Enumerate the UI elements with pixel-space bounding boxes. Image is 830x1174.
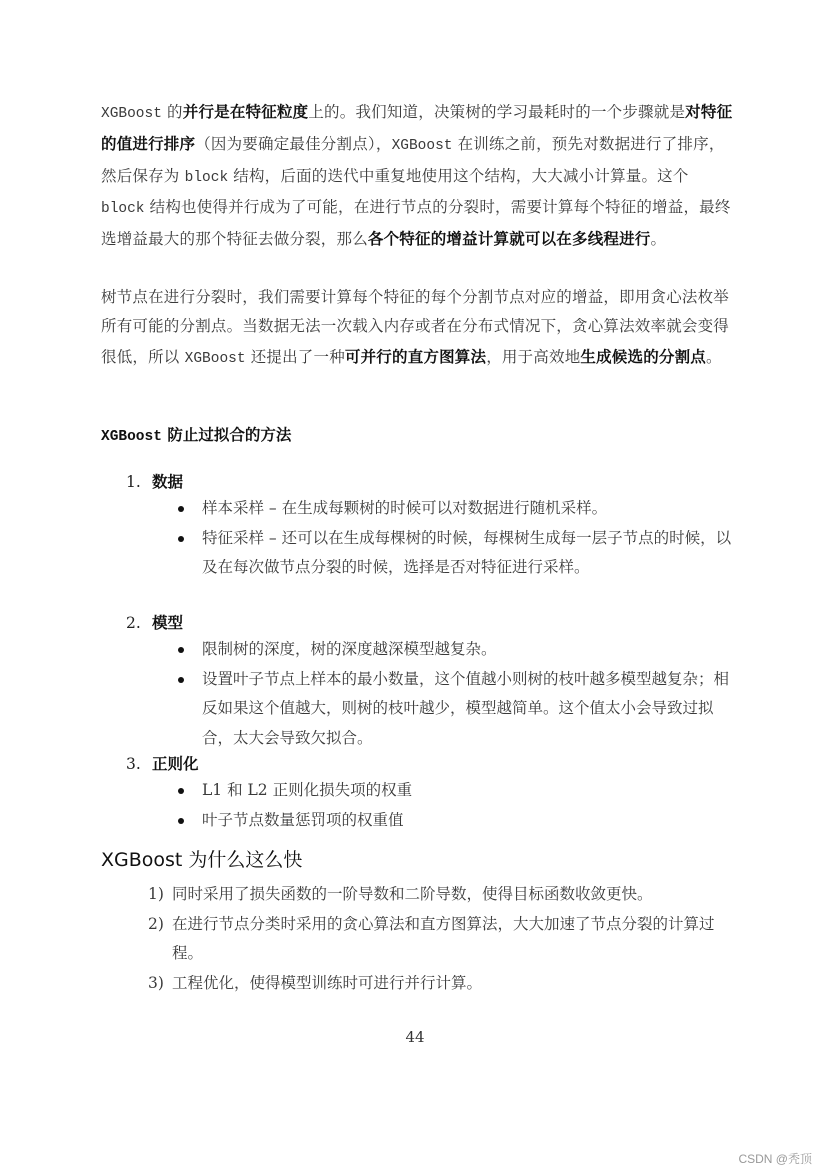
speed-reasons-list bbox=[148, 880, 738, 998]
text-segment: 在训练之前，预先对数据进行了排序，然后保存为 bbox=[101, 135, 725, 185]
text-segment: block bbox=[101, 200, 145, 217]
paragraph-parallelism bbox=[101, 97, 736, 254]
bold-segment: 可并行的直方图算法 bbox=[344, 346, 487, 366]
bullet-dot-icon bbox=[178, 818, 184, 824]
bullet-dot-icon bbox=[178, 677, 184, 683]
bullet-text: 限制树的深度，树的深度越深模型越复杂。 bbox=[202, 640, 497, 658]
text-segment: block bbox=[184, 169, 229, 186]
text-segment: XGBoost bbox=[101, 106, 162, 122]
bullet-dot-icon bbox=[178, 647, 184, 653]
numbered-item bbox=[148, 969, 738, 999]
bold-segment: 对特征的值进行排序 bbox=[101, 102, 733, 154]
page-number: 44 bbox=[405, 1028, 425, 1046]
list-title-text: 模型 bbox=[152, 613, 184, 632]
bullet-list-model bbox=[178, 635, 738, 753]
paragraph-histogram bbox=[101, 283, 736, 374]
numbered-item bbox=[148, 910, 738, 969]
bullet-text: L1 和 L2 正则化损失项的权重 bbox=[202, 781, 413, 799]
bullet-item bbox=[178, 635, 738, 665]
watermark: CSDN @秃顶 bbox=[738, 1152, 812, 1166]
text-segment: 树节点在进行分裂时，我们需要计算每个特征的每个分割节点对应的增益，即用贪心法枚举所有可能的分割点。当数据无法一次载入内存或者在分布式情况下，贪心算法效率就会变得很低，所以 bbox=[101, 288, 730, 366]
bullet-list-regularization bbox=[178, 776, 738, 835]
list-title-model bbox=[126, 611, 183, 633]
bullet-text: 叶子节点数量惩罚项的权重值 bbox=[202, 810, 404, 829]
text-segment: 。 bbox=[650, 230, 667, 249]
bullet-dot-icon bbox=[178, 506, 184, 512]
speed-heading: XGBoost 为什么这么快 bbox=[101, 849, 303, 871]
text-segment: 的 bbox=[161, 103, 183, 121]
text-segment: 结构，后面的迭代中重复地使用这个结构，大大减小计算量。这个 bbox=[228, 166, 689, 185]
bullet-dot-icon bbox=[178, 788, 184, 794]
bullet-item bbox=[178, 806, 738, 836]
text-segment: 上的。我们知道，决策树的学习最耗时的一个步骤就是 bbox=[308, 103, 686, 121]
text-segment: 结构也使得并行成为了可能，在进行节点的分裂时，需要计算每个特征的增益，最终选增益最大的那个特征去做分裂，那么 bbox=[101, 197, 731, 249]
bullet-item bbox=[178, 524, 738, 583]
list-title-text: 数据 bbox=[152, 472, 184, 491]
text-segment: （因为要确定最佳分割点）， bbox=[195, 135, 392, 154]
bullet-item bbox=[178, 776, 738, 806]
item-number: 2) bbox=[148, 914, 164, 933]
heading-suffix: 防止过拟合的方法 bbox=[161, 425, 292, 444]
bullet-item bbox=[178, 665, 738, 754]
item-number: 1) bbox=[148, 885, 164, 903]
bullet-dot-icon bbox=[178, 536, 184, 542]
text-segment: 。 bbox=[706, 347, 722, 366]
bullet-list-data bbox=[178, 494, 738, 583]
text-segment: ，用于高效地 bbox=[486, 347, 581, 366]
text-segment: XGBoost bbox=[391, 138, 453, 155]
text-segment: 还提出了一种 bbox=[245, 347, 345, 366]
bold-segment: 各个特征的增益计算就可以在多线程进行 bbox=[367, 229, 651, 249]
list-title-regularization bbox=[126, 752, 199, 774]
bold-segment: 生成候选的分割点 bbox=[580, 346, 707, 366]
bullet-text: 样本采样 – 在生成每颗树的时候可以对数据进行随机采样。 bbox=[202, 499, 608, 517]
item-text: 工程优化，使得模型训练时可进行并行计算。 bbox=[172, 973, 483, 992]
list-number: 2. bbox=[126, 614, 141, 632]
bullet-item bbox=[178, 494, 738, 524]
text-segment: XGBoost bbox=[184, 350, 246, 367]
list-title-data bbox=[126, 470, 183, 492]
item-text: 同时采用了损失函数的一阶导数和二阶导数，使得目标函数收敛更快。 bbox=[172, 885, 653, 903]
list-number: 3. bbox=[126, 755, 141, 773]
item-number: 3) bbox=[148, 973, 164, 992]
bullet-text: 特征采样 – 还可以在生成每棵树的时候，每棵树生成每一层子节点的时候，以及在每次做节点分裂的时候，选择是否对特征进行采样。 bbox=[202, 528, 732, 576]
list-number: 1. bbox=[126, 473, 141, 491]
numbered-item bbox=[148, 880, 738, 910]
bullet-text: 设置叶子节点上样本的最小数量，这个值越小则树的枝叶越多模型越复杂；相反如果这个值越大，则树的枝叶越少，模型越简单。这个值太小会导致过拟合，太大会导致欠拟合。 bbox=[202, 669, 730, 747]
overfitting-heading bbox=[101, 423, 291, 445]
bold-segment: 并行是在特征粒度 bbox=[182, 102, 309, 121]
item-text: 在进行节点分类时采用的贪心算法和直方图算法，大大加速了节点分裂的计算过程。 bbox=[172, 914, 715, 962]
list-title-text: 正则化 bbox=[152, 754, 199, 773]
heading-prefix: XGBoost bbox=[101, 429, 162, 445]
